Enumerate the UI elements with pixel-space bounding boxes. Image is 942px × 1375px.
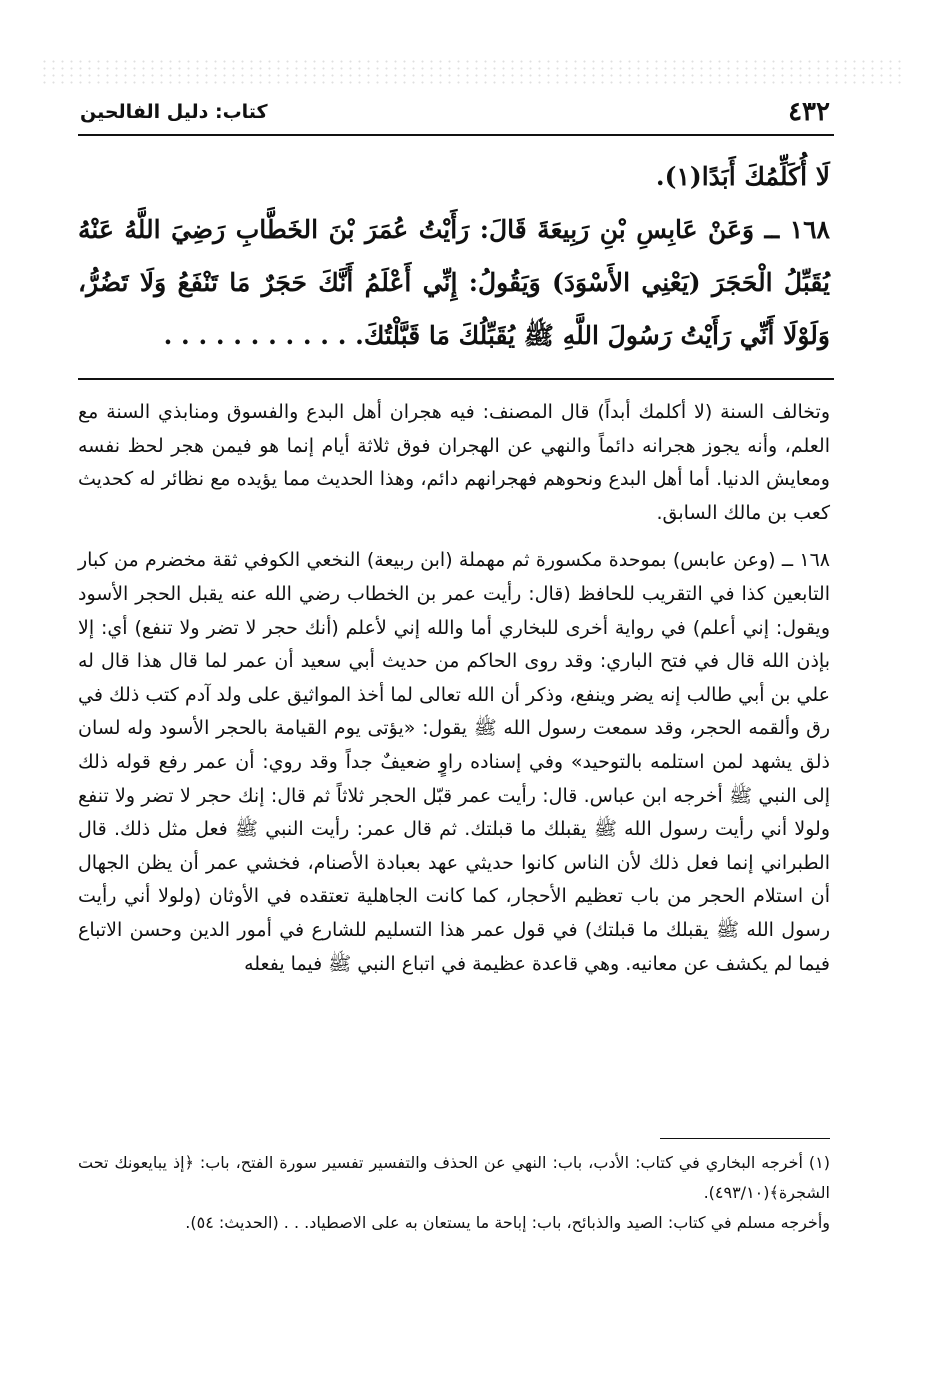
section-divider	[78, 378, 834, 380]
running-title: كتاب: دليل الفالحين	[80, 101, 268, 123]
dotted-leader: . . . . . . . . . . . .	[163, 321, 364, 350]
hadith-168-body: ١٦٨ ــ وَعَنْ عَابِسِ بْنِ رَبِيعَةَ قَالَ: رَأَيْتُ عُمَرَ بْنَ الخَطَّابِ رَضِيَ اللَّهُ عَنْهُ يُقَبِّلُ الْحَجَرَ (يَعْنِي الأَسْوَدَ) وَيَقُولُ: إِنِّي أَعْلَمُ أَنَّكَ حَجَرٌ مَا تَنْفَعُ وَلَا تَضُرُّ، وَلَوْلَا أَنِّي رَأَيْتُ رَسُولَ اللَّهِ ﷺ يُقَبِّلُكَ مَا قَبَّلْتُكَ	[78, 215, 830, 350]
commentary-section	[78, 396, 830, 995]
page-header	[80, 92, 830, 132]
page-edge-texture	[40, 58, 902, 88]
commentary-paragraph-2: ١٦٨ ــ (وعن عابس) بموحدة مكسورة ثم مهملة (ابن ربيعة) النخعي الكوفي ثقة مخضرم من كبار التابعين كذا في التقريب للحافظ (قال: رأيت عمر بن الخطاب رضي الله عنه يقبل الحجر الأسود ويقول: إني أعلم) في رواية أخرى للبخاري أما والله إني لأعلم (أنك حجر لا تضر ولا تنفع) أي: إلا بإذن الله قال في فتح الباري: وقد روى الحاكم من حديث أبي سعيد أن عمر لما قال هذا قال له علي بن أبي طالب إنه يضر وينفع، وذكر أن الله تعالى لما أخذ المواثيق على ولد آدم كتب ذلك في رق وألقمه الحجر، وقد سمعت رسول الله ﷺ يقول: «يؤتى يوم القيامة بالحجر الأسود وله لسان ذلق يشهد لمن استلمه بالتوحيد» وفي إسناده راوٍ ضعيفٌ جداً وقد روي: أن عمر رفع قوله ذلك إلى النبي ﷺ أخرجه ابن عباس. قال: رأيت عمر قبّل الحجر ثلاثاً ثم قال: إنك حجر لا تضر ولا تنفع ولولا أني رأيت رسول الله ﷺ يقبلك ما قبلتك. ثم قال عمر: رأيت النبي ﷺ فعل مثل ذلك. قال الطبراني إنما فعل ذلك لأن الناس كانوا حديثي عهد بعبادة الأصنام، فخشي عمر أن يظن الجهال أن استلام الحجر من باب تعظيم الأحجار، كما كانت الجاهلية تعتقده في الأوثان (ولولا أني رأيت رسول الله ﷺ يقبلك ما قبلتك) في قول عمر هذا التسليم للشارع في أمور الدين وحسن الاتباع فيما لم يكشف عن معانيه. وهي قاعدة عظيمة في اتباع النبي ﷺ فيما يفعله	[78, 549, 830, 975]
hadith-168-text	[78, 203, 830, 362]
hadith-text-section	[78, 150, 830, 362]
commentary-paragraph-1: وتخالف السنة (لا أكلمك أبداً) قال المصنف: فيه هجران أهل البدع والفسوق ومنابذي السنة مع العلم، وأنه يجوز هجرانه دائماً والنهي عن الهجران فوق ثلاثة أيام إنما هو فيمن هجر لحظ نفسه ومعايش الدنيا. أما أهل البدع ونحوهم فهجرانهم دائم، وهذا الحديث مما يؤيده مع نظائر له كحديث كعب بن مالك السابق.	[78, 401, 830, 524]
footnote-divider	[660, 1138, 830, 1139]
footnotes-section	[78, 1148, 830, 1238]
header-divider	[78, 134, 834, 136]
previous-hadith-continuation: لَا أُكَلِّمُكَ أَبَدًا(١).	[655, 162, 830, 191]
footnote-1-muslim: وأخرجه مسلم في كتاب: الصيد والذبائح، باب: إباحة ما يستعان به على الاصطياد. . . (الحديث: ٥٤).	[185, 1213, 830, 1232]
page-number: ٤٣٢	[788, 97, 830, 127]
footnote-1-bukhari: (١) أخرجه البخاري في كتاب: الأدب، باب: النهي عن الحذف والتفسير تفسير سورة الفتح، باب: ﴿إذ يبايعونك تحت الشجرة﴾(٤٩٣/١٠).	[78, 1153, 830, 1202]
